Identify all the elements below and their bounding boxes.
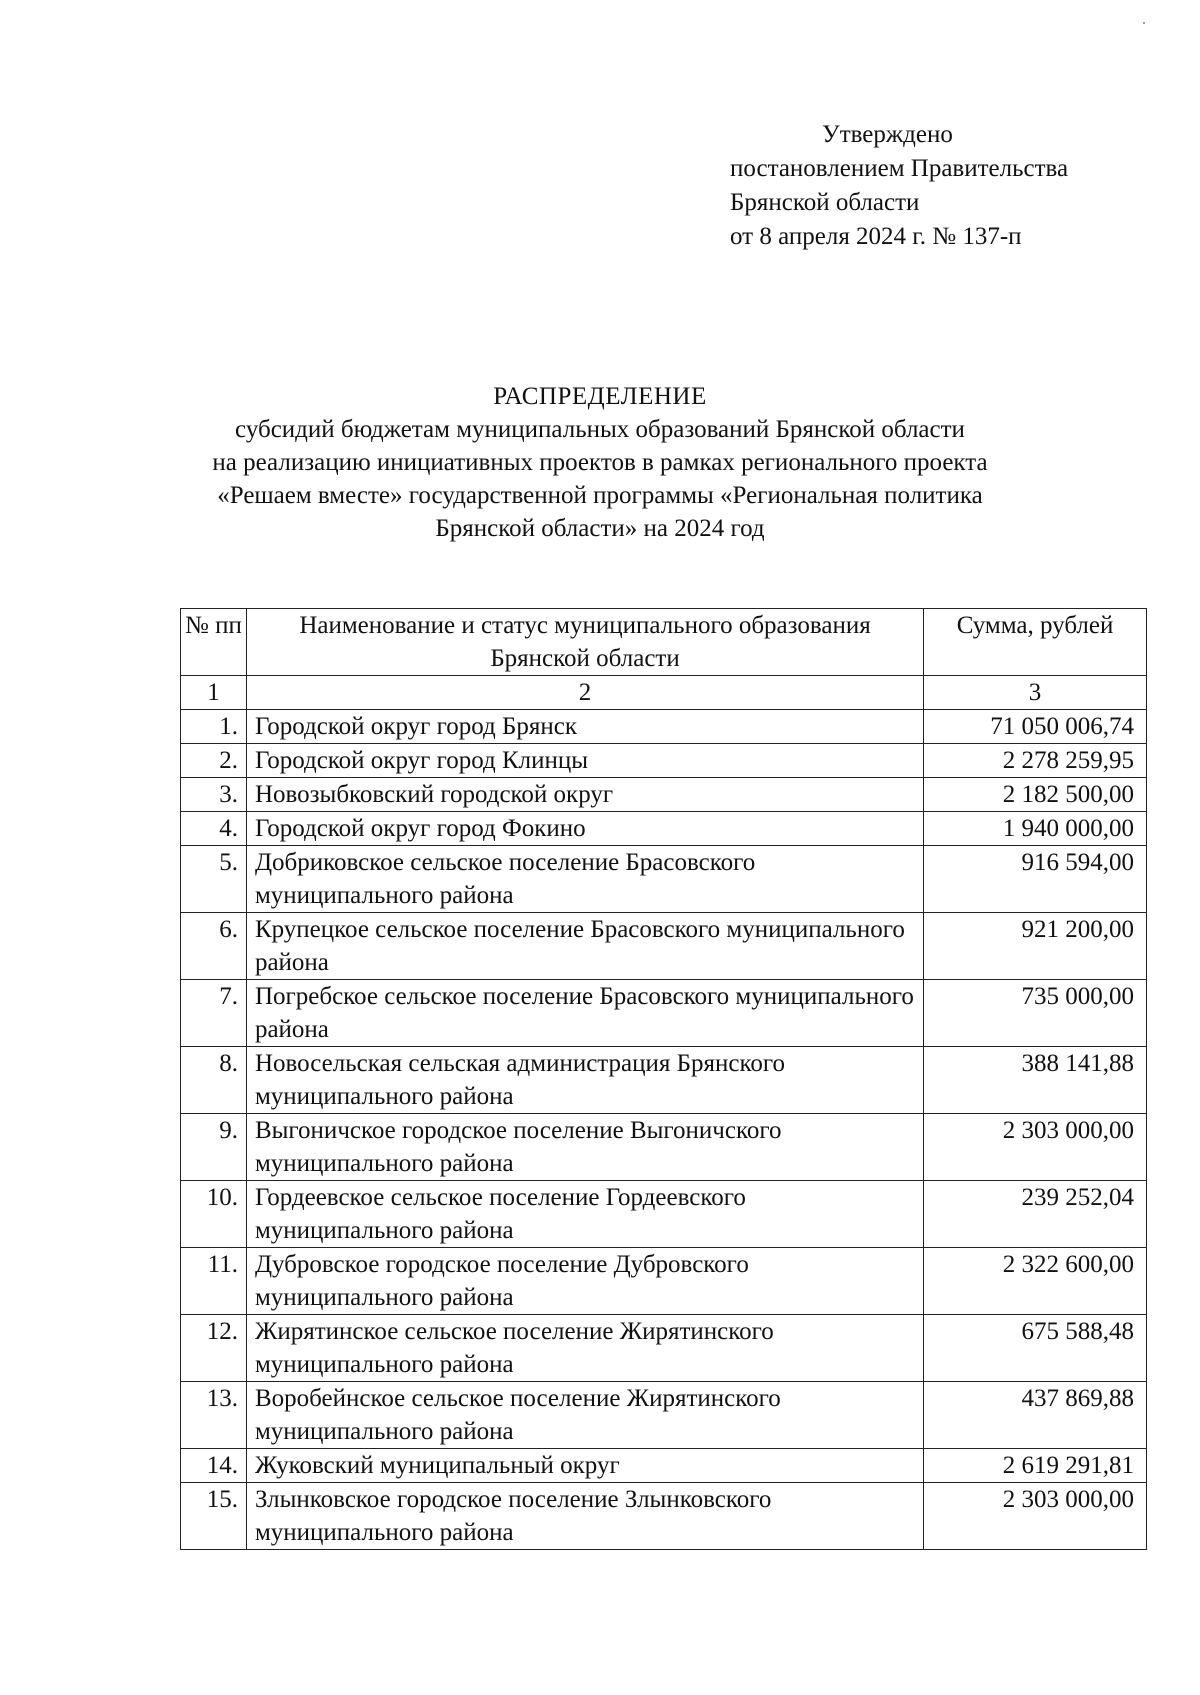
row-number: 12.	[181, 1315, 247, 1382]
row-number: 1.	[181, 710, 247, 744]
row-name: Выгоничское городское поселение Выгоничского муниципального района	[246, 1114, 923, 1181]
row-sum: 2 322 600,00	[924, 1248, 1147, 1315]
row-number: 9.	[181, 1114, 247, 1181]
approval-line-3: Брянской области	[730, 189, 920, 216]
table-row	[181, 1449, 1147, 1483]
table-row	[181, 913, 1147, 980]
row-name: Новозыбковский городской округ	[246, 778, 923, 812]
row-name: Злынковское городское поселение Злынковского муниципального района	[246, 1483, 923, 1550]
approval-line-4: от 8 апреля 2024 г. № 137-п	[730, 223, 1022, 250]
row-sum: 2 619 291,81	[924, 1449, 1147, 1483]
row-sum: 239 252,04	[924, 1181, 1147, 1248]
row-name: Городской округ город Фокино	[246, 812, 923, 846]
table-row	[181, 980, 1147, 1047]
title-line-3: «Решаем вместе» государственной программы «Региональная политика	[217, 482, 983, 509]
header-sum: Сумма, рублей	[924, 609, 1147, 676]
row-sum: 735 000,00	[924, 980, 1147, 1047]
column-number-2: 2	[246, 676, 923, 710]
row-sum: 2 182 500,00	[924, 778, 1147, 812]
row-name: Городской округ город Клинцы	[246, 744, 923, 778]
row-name: Новосельская сельская администрация Брянского муниципального района	[246, 1047, 923, 1114]
scan-speck	[1143, 22, 1145, 24]
title-line-1: субсидий бюджетам муниципальных образований Брянской области	[235, 416, 965, 443]
row-number: 10.	[181, 1181, 247, 1248]
row-number: 4.	[181, 812, 247, 846]
table-row	[181, 1047, 1147, 1114]
table-row	[181, 1315, 1147, 1382]
row-number: 11.	[181, 1248, 247, 1315]
table-row	[181, 1483, 1147, 1550]
column-number-3: 3	[924, 676, 1147, 710]
document-title	[150, 380, 1050, 545]
column-number-1: 1	[181, 676, 247, 710]
row-name: Погребское сельское поселение Брасовского муниципального района	[246, 980, 923, 1047]
title-line-2: на реализацию инициативных проектов в рамках регионального проекта	[212, 449, 988, 476]
row-name: Жуковский муниципальный округ	[246, 1449, 923, 1483]
row-number: 6.	[181, 913, 247, 980]
table-row	[181, 778, 1147, 812]
row-name: Гордеевское сельское поселение Гордеевского муниципального района	[246, 1181, 923, 1248]
table-row	[181, 846, 1147, 913]
row-sum: 437 869,88	[924, 1382, 1147, 1449]
row-name: Дубровское городское поселение Дубровского муниципального района	[246, 1248, 923, 1315]
row-number: 2.	[181, 744, 247, 778]
row-sum: 916 594,00	[924, 846, 1147, 913]
row-number: 15.	[181, 1483, 247, 1550]
row-sum: 2 303 000,00	[924, 1114, 1147, 1181]
row-number: 5.	[181, 846, 247, 913]
row-name: Воробейнское сельское поселение Жирятинского муниципального района	[246, 1382, 923, 1449]
row-sum: 921 200,00	[924, 913, 1147, 980]
table-row	[181, 710, 1147, 744]
row-name: Жирятинское сельское поселение Жирятинского муниципального района	[246, 1315, 923, 1382]
row-sum: 71 050 006,74	[924, 710, 1147, 744]
table-row	[181, 1181, 1147, 1248]
row-sum: 675 588,48	[924, 1315, 1147, 1382]
row-sum: 388 141,88	[924, 1047, 1147, 1114]
approval-stamp	[730, 118, 1150, 254]
header-name: Наименование и статус муниципального образования Брянской области	[246, 609, 923, 676]
table-row	[181, 744, 1147, 778]
row-sum: 1 940 000,00	[924, 812, 1147, 846]
column-number-row	[181, 676, 1147, 710]
header-num: № пп	[181, 609, 247, 676]
row-number: 7.	[181, 980, 247, 1047]
approval-line-2: постановлением Правительства	[730, 155, 1069, 182]
row-number: 3.	[181, 778, 247, 812]
distribution-table	[180, 608, 1147, 1550]
title-line-4: Брянской области» на 2024 год	[435, 515, 765, 542]
title-heading: РАСПРЕДЕЛЕНИЕ	[493, 383, 707, 410]
row-number: 14.	[181, 1449, 247, 1483]
table-row	[181, 1248, 1147, 1315]
approval-line-1: Утверждено	[822, 121, 953, 148]
row-sum: 2 303 000,00	[924, 1483, 1147, 1550]
table-row	[181, 1114, 1147, 1181]
row-number: 13.	[181, 1382, 247, 1449]
table-row	[181, 1382, 1147, 1449]
row-number: 8.	[181, 1047, 247, 1114]
row-name: Добриковское сельское поселение Брасовского муниципального района	[246, 846, 923, 913]
row-sum: 2 278 259,95	[924, 744, 1147, 778]
row-name: Крупецкое сельское поселение Брасовского муниципального района	[246, 913, 923, 980]
row-name: Городской округ город Брянск	[246, 710, 923, 744]
table-row	[181, 812, 1147, 846]
table-header-row	[181, 609, 1147, 676]
